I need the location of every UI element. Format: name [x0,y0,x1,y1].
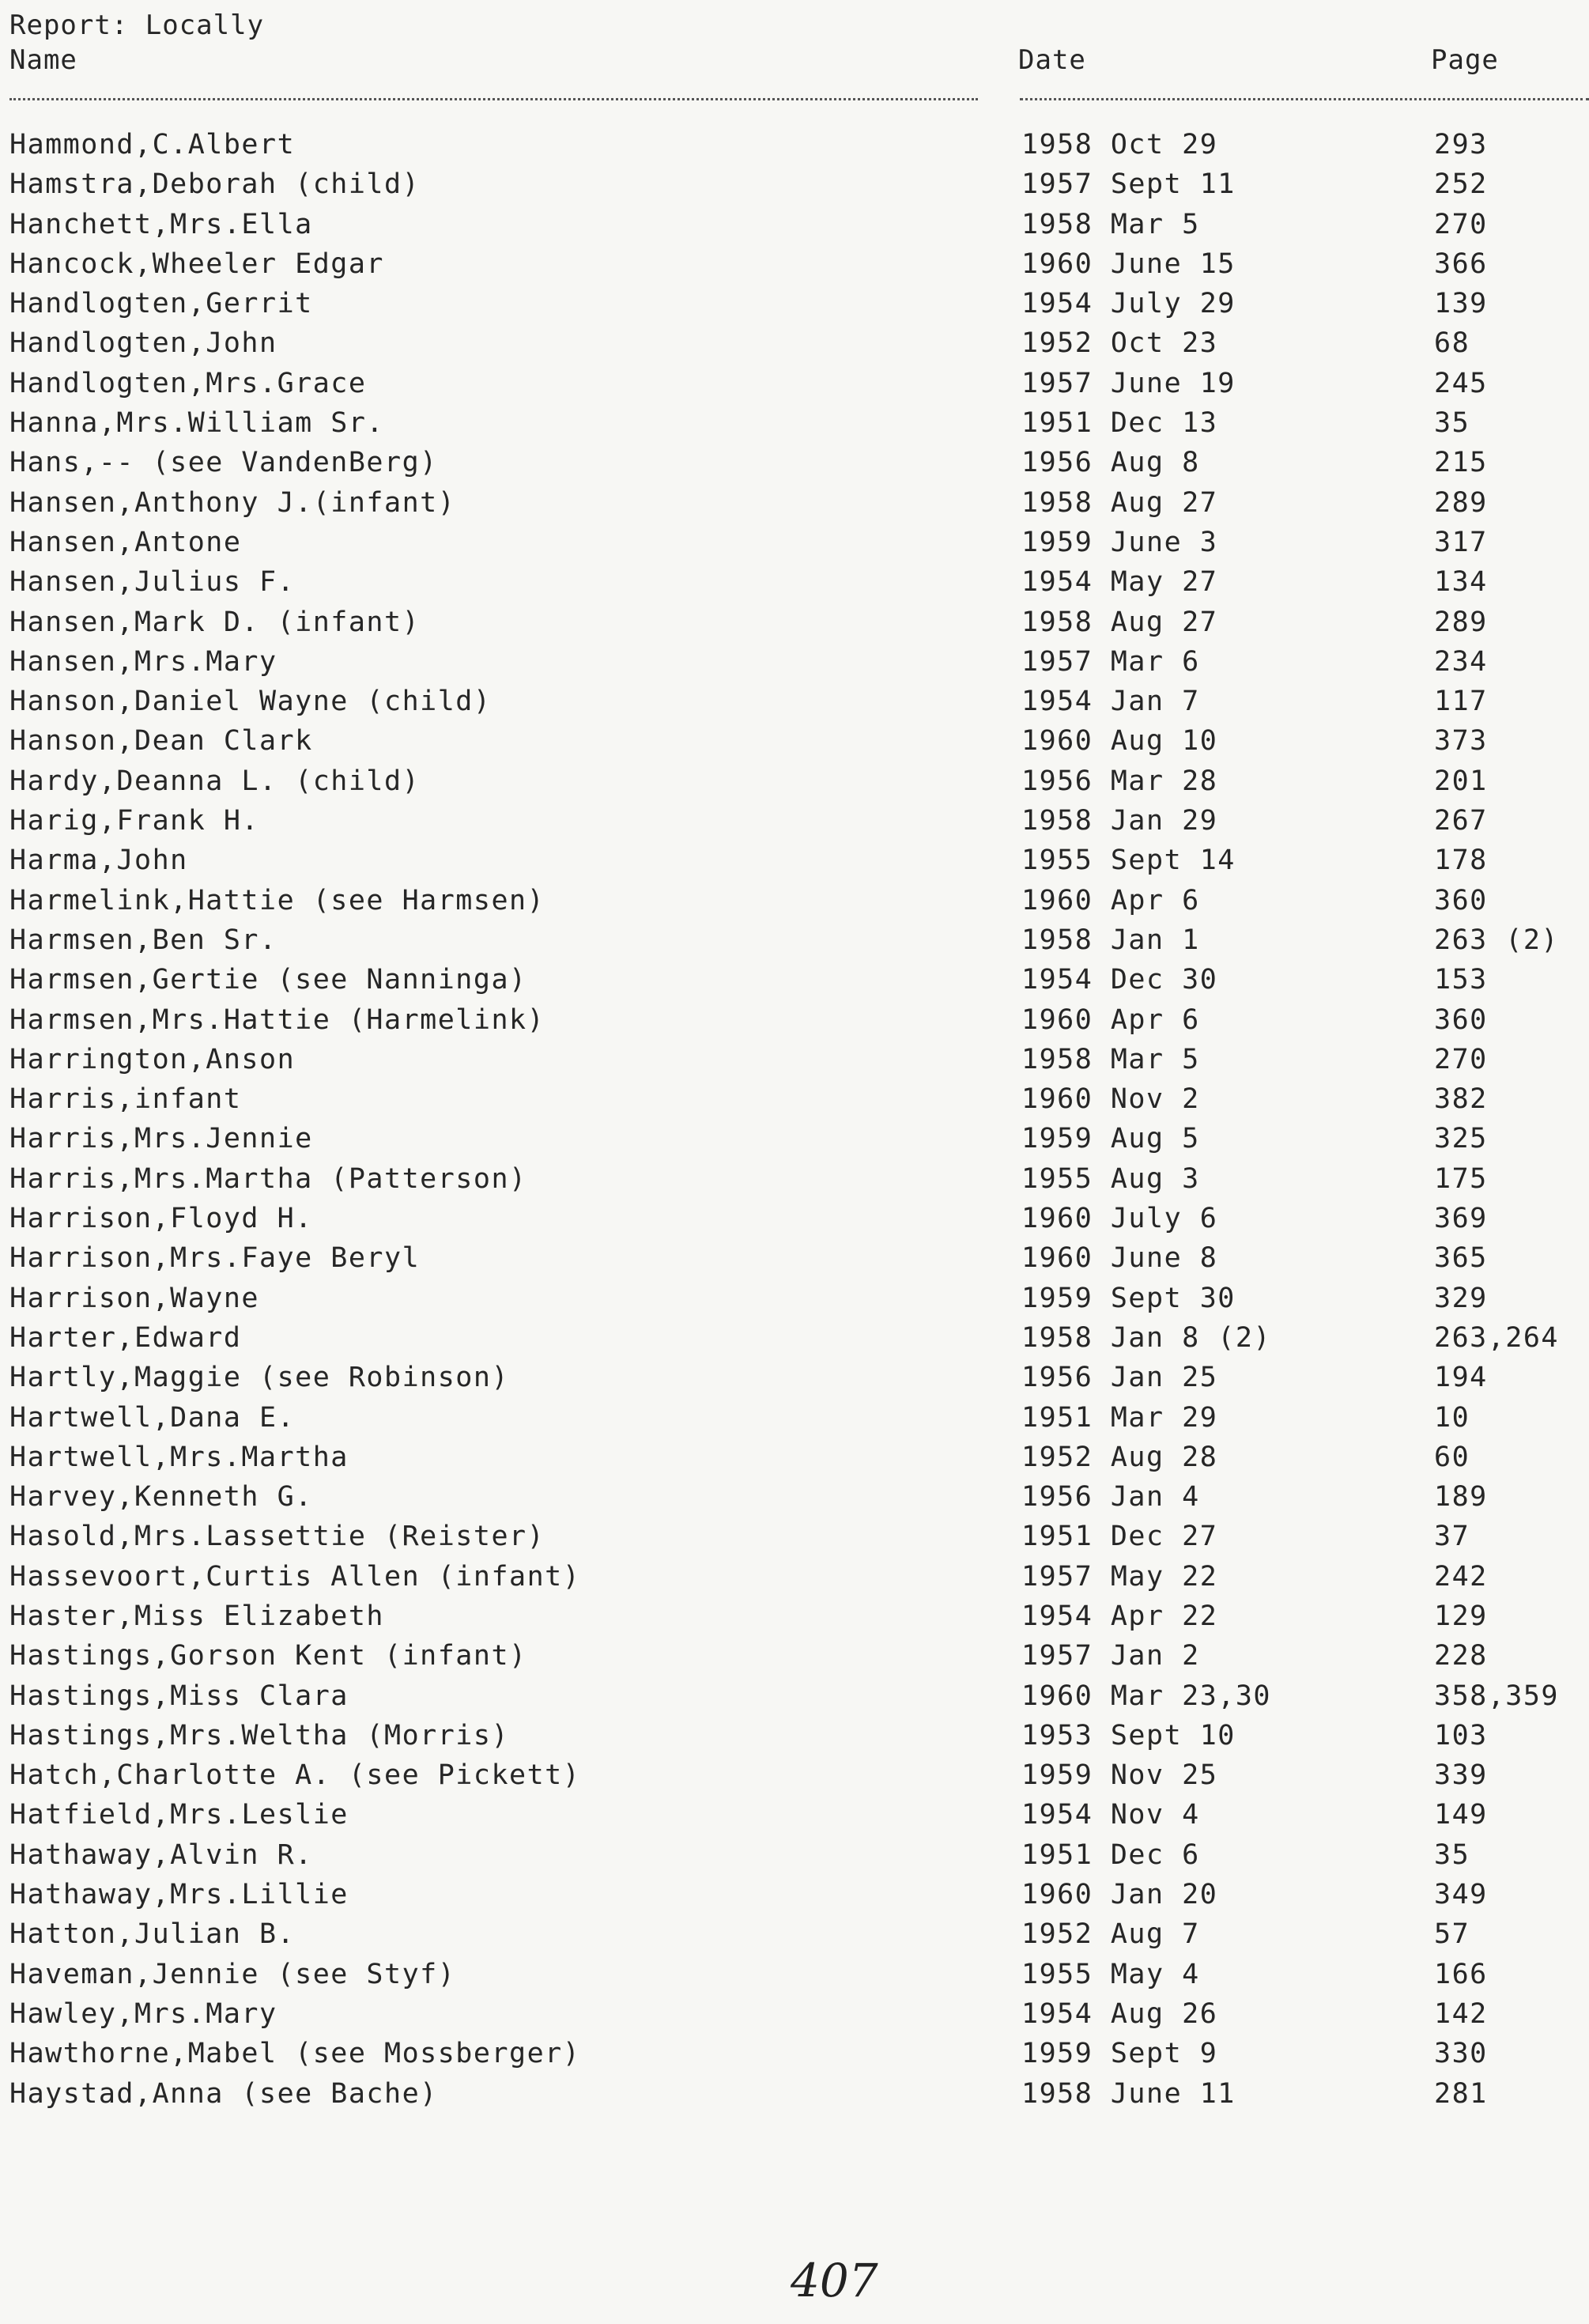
entry-date: 1960 Jan 20 [1021,1879,1218,1911]
entry-name: Harmsen,Ben Sr. [9,924,277,956]
entry-name: Haster,Miss Elizabeth [9,1600,385,1632]
entry-name: Haveman,Jennie (see Styf) [9,1958,456,1990]
list-item [0,603,1589,642]
entry-page: 149 [1434,1799,1488,1831]
entry-name: Hans,-- (see VandenBerg) [9,447,438,479]
entry-date: 1954 Nov 4 [1021,1799,1200,1831]
entry-page: 289 [1434,486,1488,519]
column-header-name: Name [9,44,77,76]
entry-name: Harrington,Anson [9,1043,296,1075]
entry-name: Harris,Mrs.Martha (Patterson) [9,1162,527,1195]
entry-date: 1958 June 11 [1021,2077,1236,2110]
entry-name: Haystad,Anna (see Bache) [9,2077,438,2110]
list-item [0,920,1589,960]
entry-name: Hartwell,Dana E. [9,1401,296,1434]
entry-page: 369 [1434,1203,1488,1235]
entry-date: 1957 Jan 2 [1021,1640,1200,1672]
entry-date: 1954 July 29 [1021,288,1236,320]
entry-date: 1954 Apr 22 [1021,1600,1218,1632]
page-number: 407 [791,2254,878,2307]
entry-page: 166 [1434,1958,1488,1990]
entry-date: 1960 Apr 6 [1021,884,1200,916]
entry-date: 1951 Dec 13 [1021,407,1218,440]
entry-page: 57 [1434,1918,1470,1951]
list-item [0,1994,1589,2034]
entry-date: 1958 Mar 5 [1021,208,1200,240]
list-item [0,164,1589,204]
entry-date: 1960 Aug 10 [1021,725,1218,758]
entry-page: 270 [1434,1043,1488,1075]
entry-name: Hanson,Dean Clark [9,725,313,758]
list-item [0,1875,1589,1914]
entry-date: 1954 Jan 7 [1021,686,1200,718]
entry-date: 1956 Jan 25 [1021,1362,1218,1394]
entry-page: 242 [1434,1560,1488,1593]
entry-date: 1959 Sept 30 [1021,1282,1236,1314]
entry-page: 366 [1434,248,1488,280]
entry-page: 153 [1434,964,1488,996]
list-item [0,403,1589,443]
entry-page: 134 [1434,566,1488,599]
entry-page: 245 [1434,367,1488,399]
entry-name: Hamstra,Deborah (child) [9,168,421,201]
list-item [0,1040,1589,1079]
list-item [0,364,1589,403]
list-item [0,1636,1589,1676]
entry-date: 1960 Mar 23,30 [1021,1680,1272,1712]
entry-name: Harrison,Wayne [9,1282,260,1314]
entry-page: 142 [1434,1997,1488,2030]
entry-date: 1951 Dec 6 [1021,1838,1200,1871]
entry-name: Hatton,Julian B. [9,1918,296,1951]
entry-page: 349 [1434,1879,1488,1911]
list-item [0,1000,1589,1040]
entry-date: 1952 Oct 23 [1021,327,1218,360]
entry-name: Hansen,Mark D. (infant) [9,606,421,638]
list-item [0,2074,1589,2114]
list-item [0,1914,1589,1954]
list-item [0,1755,1589,1795]
list-item [0,721,1589,761]
entry-date: 1957 June 19 [1021,367,1236,399]
entry-name: Hansen,Anthony J.(infant) [9,486,456,519]
list-item [0,1597,1589,1636]
entry-page: 267 [1434,805,1488,837]
entry-date: 1958 Jan 8 (2) [1021,1321,1272,1354]
entry-date: 1956 Mar 28 [1021,765,1218,797]
entry-page: 35 [1434,407,1470,440]
entry-page: 194 [1434,1362,1488,1394]
list-item [0,1238,1589,1278]
entry-name: Hancock,Wheeler Edgar [9,248,385,280]
entry-page: 215 [1434,447,1488,479]
entry-page: 365 [1434,1242,1488,1275]
column-header-page: Page [1431,44,1499,76]
entry-name: Hathaway,Alvin R. [9,1838,313,1871]
entry-page: 35 [1434,1838,1470,1871]
entry-page: 325 [1434,1123,1488,1155]
entry-name: Hatfield,Mrs.Leslie [9,1799,349,1831]
entry-date: 1958 Jan 29 [1021,805,1218,837]
column-header-date: Date [1018,44,1086,76]
entry-page: 228 [1434,1640,1488,1672]
entry-name: Harmsen,Gertie (see Nanninga) [9,964,527,996]
entry-page: 289 [1434,606,1488,638]
entry-name: Hanson,Daniel Wayne (child) [9,686,492,718]
entry-date: 1955 May 4 [1021,1958,1200,1990]
entry-name: Hastings,Gorson Kent (infant) [9,1640,527,1672]
entry-page: 360 [1434,884,1488,916]
entry-page: 189 [1434,1481,1488,1513]
entry-name: Handlogten,Gerrit [9,288,313,320]
entry-name: Harma,John [9,845,188,877]
entry-name: Handlogten,John [9,327,277,360]
entry-date: 1958 Aug 27 [1021,606,1218,638]
entry-name: Hammond,C.Albert [9,129,296,161]
list-item [0,841,1589,880]
entry-page: 103 [1434,1719,1488,1752]
list-item [0,1358,1589,1397]
entry-page: 37 [1434,1521,1470,1553]
entry-date: 1957 Sept 11 [1021,168,1236,201]
entry-name: Harig,Frank H. [9,805,260,837]
entry-page: 358,359 [1434,1680,1560,1712]
entry-date: 1959 Aug 5 [1021,1123,1200,1155]
entry-date: 1960 July 6 [1021,1203,1218,1235]
list-item [0,1119,1589,1158]
entry-page: 234 [1434,645,1488,678]
entry-page: 175 [1434,1162,1488,1195]
entry-page: 263,264 [1434,1321,1560,1354]
entry-name: Hathaway,Mrs.Lillie [9,1879,349,1911]
entry-date: 1958 Jan 1 [1021,924,1200,956]
entry-name: Hartwell,Mrs.Martha [9,1441,349,1473]
list-item [0,1199,1589,1238]
entry-page: 68 [1434,327,1470,360]
entry-page: 360 [1434,1003,1488,1036]
entry-date: 1955 Aug 3 [1021,1162,1200,1195]
list-item [0,801,1589,841]
entry-date: 1958 Aug 27 [1021,486,1218,519]
list-item [0,642,1589,682]
list-item [0,1079,1589,1119]
list-item [0,284,1589,323]
list-item [0,443,1589,482]
entry-name: Handlogten,Mrs.Grace [9,367,367,399]
entry-date: 1957 Mar 6 [1021,645,1200,678]
list-item [0,1835,1589,1875]
entry-page: 117 [1434,686,1488,718]
entry-name: Hanna,Mrs.William Sr. [9,407,385,440]
entry-date: 1957 May 22 [1021,1560,1218,1593]
list-item [0,1676,1589,1716]
entry-page: 281 [1434,2077,1488,2110]
entry-date: 1959 Nov 25 [1021,1759,1218,1792]
list-item [0,1279,1589,1318]
entry-list [0,125,1589,2114]
list-item [0,205,1589,244]
entry-date: 1955 Sept 14 [1021,845,1236,877]
entry-page: 270 [1434,208,1488,240]
list-item [0,960,1589,1000]
list-item [0,323,1589,363]
entry-name: Harvey,Kenneth G. [9,1481,313,1513]
entry-name: Harris,infant [9,1083,242,1116]
entry-date: 1960 Nov 2 [1021,1083,1200,1116]
entry-date: 1953 Sept 10 [1021,1719,1236,1752]
list-item [0,562,1589,602]
entry-page: 293 [1434,129,1488,161]
entry-date: 1952 Aug 28 [1021,1441,1218,1473]
entry-page: 129 [1434,1600,1488,1632]
entry-date: 1959 June 3 [1021,526,1218,558]
list-item [0,1159,1589,1199]
entry-page: 178 [1434,845,1488,877]
entry-date: 1951 Mar 29 [1021,1401,1218,1434]
entry-date: 1960 June 15 [1021,248,1236,280]
entry-name: Hansen,Antone [9,526,242,558]
entry-name: Hardy,Deanna L. (child) [9,765,421,797]
entry-page: 60 [1434,1441,1470,1473]
entry-name: Hastings,Miss Clara [9,1680,349,1712]
entry-page: 10 [1434,1401,1470,1434]
list-item [0,523,1589,562]
entry-name: Hatch,Charlotte A. (see Pickett) [9,1759,581,1792]
list-item [0,483,1589,523]
list-item [0,1438,1589,1477]
entry-name: Hassevoort,Curtis Allen (infant) [9,1560,581,1593]
entry-name: Hansen,Julius F. [9,566,296,599]
entry-name: Hartly,Maggie (see Robinson) [9,1362,510,1394]
entry-name: Harmsen,Mrs.Hattie (Harmelink) [9,1003,545,1036]
list-item [0,1318,1589,1358]
list-item [0,682,1589,721]
entry-name: Hawthorne,Mabel (see Mossberger) [9,2038,581,2070]
entry-page: 201 [1434,765,1488,797]
list-item [0,1795,1589,1835]
entry-date: 1951 Dec 27 [1021,1521,1218,1553]
entry-name: Hawley,Mrs.Mary [9,1997,277,2030]
list-item [0,244,1589,284]
list-item [0,761,1589,801]
entry-date: 1958 Oct 29 [1021,129,1218,161]
entry-date: 1954 Aug 26 [1021,1997,1218,2030]
list-item [0,1557,1589,1597]
entry-page: 339 [1434,1759,1488,1792]
entry-name: Harrison,Floyd H. [9,1203,313,1235]
entry-page: 263 (2) [1434,924,1560,956]
entry-name: Harter,Edward [9,1321,242,1354]
entry-date: 1960 June 8 [1021,1242,1218,1275]
entry-date: 1954 May 27 [1021,566,1218,599]
entry-name: Harris,Mrs.Jennie [9,1123,313,1155]
entry-name: Hansen,Mrs.Mary [9,645,277,678]
list-item [0,1398,1589,1438]
list-item [0,1716,1589,1755]
entry-date: 1956 Aug 8 [1021,447,1200,479]
header-divider-right [1020,98,1589,100]
entry-date: 1954 Dec 30 [1021,964,1218,996]
list-item [0,1955,1589,1994]
list-item [0,1477,1589,1517]
entry-name: Harrison,Mrs.Faye Beryl [9,1242,421,1275]
list-item [0,881,1589,920]
entry-page: 139 [1434,288,1488,320]
list-item [0,1517,1589,1556]
entry-page: 382 [1434,1083,1488,1116]
entry-date: 1956 Jan 4 [1021,1481,1200,1513]
entry-date: 1960 Apr 6 [1021,1003,1200,1036]
entry-date: 1958 Mar 5 [1021,1043,1200,1075]
list-item [0,125,1589,164]
entry-name: Harmelink,Hattie (see Harmsen) [9,884,545,916]
entry-page: 329 [1434,1282,1488,1314]
list-item [0,2034,1589,2073]
entry-name: Hastings,Mrs.Weltha (Morris) [9,1719,510,1752]
entry-date: 1959 Sept 9 [1021,2038,1218,2070]
entry-name: Hasold,Mrs.Lassettie (Reister) [9,1521,545,1553]
entry-page: 330 [1434,2038,1488,2070]
entry-name: Hanchett,Mrs.Ella [9,208,313,240]
entry-page: 317 [1434,526,1488,558]
header-divider-left [9,98,978,100]
entry-date: 1952 Aug 7 [1021,1918,1200,1951]
entry-page: 373 [1434,725,1488,758]
report-title: Report: Locally [9,9,265,41]
entry-page: 252 [1434,168,1488,201]
